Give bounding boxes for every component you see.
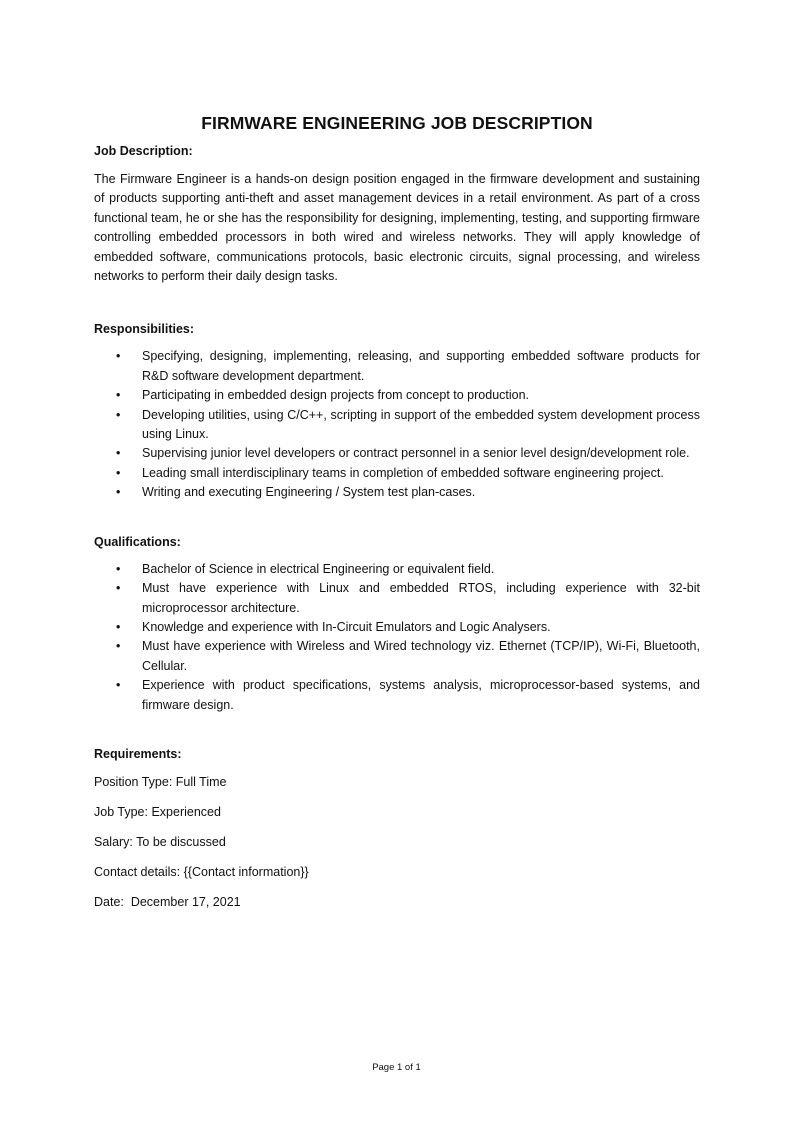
bullet-icon: • bbox=[116, 639, 121, 654]
requirements-section bbox=[94, 747, 700, 912]
list-item bbox=[94, 444, 700, 463]
position-type: Position Type: Full Time bbox=[94, 774, 227, 789]
spacer bbox=[94, 503, 700, 535]
list-item-text: Experience with product specifications, systems analysis, microprocessor-based systems, and firmware design. bbox=[142, 678, 700, 712]
bullet-icon: • bbox=[116, 561, 121, 576]
bullet-icon: • bbox=[116, 581, 121, 596]
bullet-icon: • bbox=[116, 465, 121, 480]
bullet-icon: • bbox=[116, 407, 121, 422]
list-item bbox=[94, 560, 700, 579]
bullet-icon: • bbox=[116, 349, 121, 364]
list-item-text: Participating in embedded design projects from concept to production. bbox=[142, 388, 530, 403]
list-item bbox=[94, 483, 700, 502]
contact-details: Contact details: {{Contact information}} bbox=[94, 864, 309, 879]
list-item-text: Developing utilities, using C/C++, scripting in support of the embedded system development process using Linux. bbox=[142, 407, 700, 442]
bullet-icon: • bbox=[116, 485, 121, 500]
qualifications-heading: Qualifications: bbox=[94, 534, 181, 549]
bullet-icon: • bbox=[116, 388, 121, 403]
spacer bbox=[94, 715, 700, 747]
list-item bbox=[94, 386, 700, 405]
list-item bbox=[94, 618, 700, 637]
list-item bbox=[94, 347, 700, 386]
list-item-text: Supervising junior level developers or contract personnel in a senior level design/development role. bbox=[142, 446, 690, 461]
list-item-text: Leading small interdisciplinary teams in completion of embedded software engineering project. bbox=[142, 465, 664, 480]
list-item-text: Specifying, designing, implementing, releasing, and supporting embedded software products for R&D software development department. bbox=[142, 349, 700, 383]
list-item bbox=[94, 464, 700, 483]
responsibilities-list bbox=[94, 347, 700, 502]
bullet-icon: • bbox=[116, 619, 121, 634]
spacer bbox=[94, 286, 700, 322]
bullet-icon: • bbox=[116, 678, 121, 693]
list-item bbox=[94, 676, 700, 715]
list-item-text: Writing and executing Engineering / System test plan-cases. bbox=[142, 485, 476, 500]
list-item-text: Bachelor of Science in electrical Engineering or equivalent field. bbox=[142, 561, 495, 576]
list-item bbox=[94, 406, 700, 445]
job-description-body: The Firmware Engineer is a hands-on design position engaged in the firmware development and sustaining of products supporting anti-theft and asset management devices in a retail environment. As part of a cross functional team, he or she has the responsibility for designing, implementing, testing, and supporting firmware controlling embedded processors in both wired and wireless networks. They will apply knowledge of embedded software, communications protocols, basic electronic circuits, signal processing, and wireless networks to perform their daily design tasks. bbox=[94, 172, 700, 284]
document-page bbox=[94, 113, 700, 912]
responsibilities-heading: Responsibilities: bbox=[94, 322, 195, 337]
list-item bbox=[94, 637, 700, 676]
job-description-heading: Job Description: bbox=[94, 144, 193, 158]
job-description-section bbox=[94, 144, 700, 286]
list-item-text: Must have experience with Linux and embedded RTOS, including experience with 32-bit microprocessor architecture. bbox=[142, 581, 700, 615]
document-title: FIRMWARE ENGINEERING JOB DESCRIPTION bbox=[201, 113, 593, 133]
date: Date: December 17, 2021 bbox=[94, 894, 241, 909]
responsibilities-section bbox=[94, 322, 700, 502]
qualifications-section bbox=[94, 535, 700, 715]
list-item-text: Must have experience with Wireless and Wired technology viz. Ethernet (TCP/IP), Wi-Fi, Bluetooth, Cellular. bbox=[142, 639, 700, 673]
salary: Salary: To be discussed bbox=[94, 834, 226, 849]
requirements-heading: Requirements: bbox=[94, 746, 182, 761]
page-number: Page 1 of 1 bbox=[372, 1062, 421, 1073]
job-type: Job Type: Experienced bbox=[94, 804, 221, 819]
list-item bbox=[94, 579, 700, 618]
list-item-text: Knowledge and experience with In-Circuit Emulators and Logic Analysers. bbox=[142, 619, 551, 634]
bullet-icon: • bbox=[116, 446, 121, 461]
qualifications-list bbox=[94, 560, 700, 715]
